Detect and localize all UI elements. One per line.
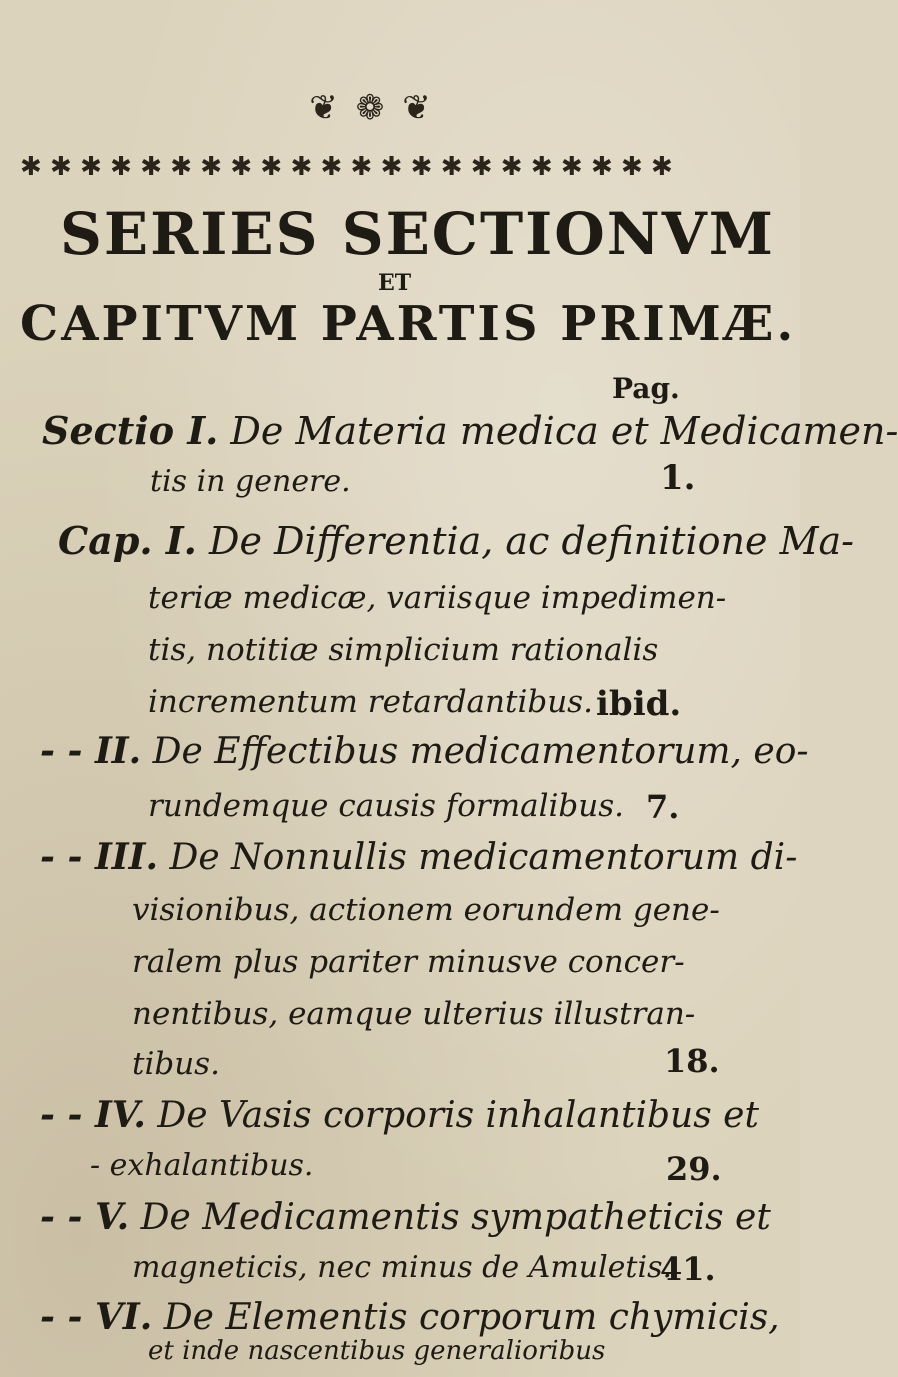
toc-entry [40,836,797,878]
entry-text: nentibus, eamque ulterius illustran- [132,996,696,1032]
toc-entry [40,1196,771,1238]
entry-text: De Vasis corporis inhalantibus et [157,1095,759,1136]
entry-text: et inde nascentibus generalioribus [148,1336,606,1366]
entry-lead: - - IV. [40,1094,146,1136]
page-number: 41. [660,1250,716,1288]
entry-lead: - - II. [40,730,142,772]
entry-text: tis in genere. [150,464,351,499]
entry-text: teriæ medicæ, variisque impedimen- [148,580,727,616]
caput-title: CAPITVM PARTIS PRIMÆ. [20,296,797,352]
entry-text: De Differentia, ac definitione Ma- [209,519,854,563]
star-border: ✱ ✱ ✱ ✱ ✱ ✱ ✱ ✱ ✱ ✱ ✱ ✱ ✱ ✱ ✱ ✱ ✱ ✱ ✱ ✱ ✱ ✱ [20,152,673,182]
entry-text: tibus. [132,1046,220,1082]
page-number: 7. [646,788,680,826]
et-connector: ET [378,270,412,296]
entry-text: De Nonnullis medicamentorum di- [169,837,798,878]
toc-entry [42,408,898,453]
entry-lead: - - V. [40,1196,130,1238]
fleuron-icon: ❦ [402,88,431,128]
fleuron-icon: ❦ [309,88,338,128]
entry-lead: Cap. I. [58,518,197,563]
entry-text: De Materia medica et Medicamen- [230,409,898,453]
entry-lead: Sectio I. [42,408,219,453]
entry-text: De Elementis corporum chymicis, [163,1297,780,1338]
page-number: 1. [660,458,696,498]
series-title: SERIES SECTIONVM [60,200,776,268]
entry-text: visionibus, actionem eorundem gene- [132,892,720,928]
flower-icon: ❁ [355,88,385,128]
toc-entry [40,730,809,772]
entry-lead: - - VI. [40,1296,153,1338]
entry-text: ralem plus pariter minusve concer- [132,944,685,980]
page-number: ibid. [596,684,682,724]
entry-text: - exhalantibus. [90,1148,314,1183]
entry-lead: - - III. [40,836,159,878]
toc-entry [40,1296,780,1338]
page-column-label: Pag. [612,372,680,405]
toc-entry [40,1094,759,1136]
entry-text: De Medicamentis sympatheticis et [140,1197,771,1238]
headpiece-ornament [190,88,550,128]
page-number: 29. [666,1150,722,1188]
entry-text: rundemque causis formalibus. [148,788,624,824]
page-number: 18. [664,1042,720,1080]
entry-text: De Effectibus medicamentorum, eo- [152,731,809,772]
entry-text: tis, notitiæ simplicium rationalis [148,632,659,668]
entry-text: incrementum retardantibus. [148,684,593,720]
toc-entry [58,518,854,563]
entry-text: magneticis, nec minus de Amuletis. [132,1250,673,1285]
